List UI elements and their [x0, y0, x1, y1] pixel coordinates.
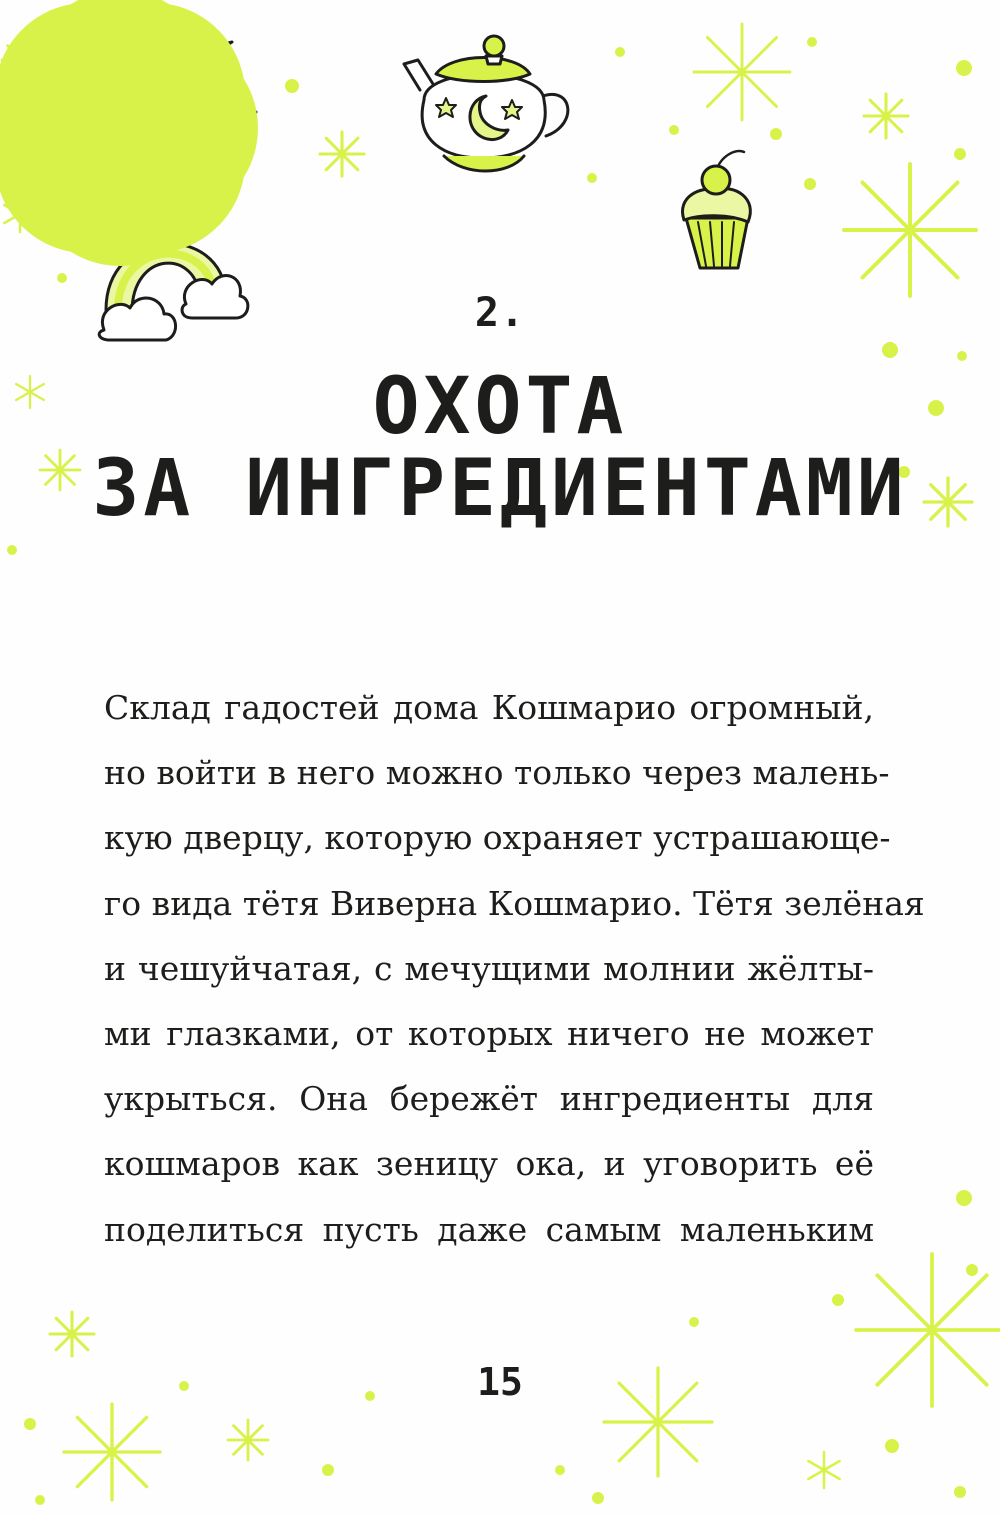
teapot-icon [404, 36, 568, 171]
body-line: кошмаров как зеницу ока, и уговорить её [104, 1144, 874, 1184]
body-line: ми глазками, от которых ничего не может [104, 1013, 874, 1053]
page-number: 15 [477, 1360, 523, 1404]
star-icon [864, 94, 908, 138]
star-icon [228, 1420, 268, 1460]
body-text [104, 675, 925, 1262]
body-line: поделиться пусть даже самым маленьким [104, 1209, 874, 1249]
body-line: и чешуйчатая, с мечущими молнии жёлты- [104, 948, 874, 988]
body-line: но войти в него можно только через малень- [104, 753, 890, 793]
chapter-title-line-1: ОХОТА [372, 362, 628, 452]
body-line: го вида тётя Виверна Кошмарио. Тётя зелёная [104, 883, 925, 923]
body-line: кую дверцу, которую охраняет устрашающе- [104, 818, 891, 858]
star-icon [50, 1312, 94, 1356]
star-icon [74, 82, 166, 174]
cupcake-icon [683, 151, 751, 268]
star-icon [186, 166, 226, 206]
star-icon [320, 132, 364, 176]
body-line: укрыться. Она бережёт ингредиенты для [104, 1079, 874, 1119]
star-icon [808, 1452, 839, 1488]
body-line: Склад гадостей дома Кошмарио огромный, [104, 688, 874, 727]
chapter-number: 2. [474, 290, 526, 336]
star-icon [2, 40, 42, 80]
chapter-title-line-2: ЗА ИНГРЕДИЕНТАМИ [92, 444, 908, 534]
